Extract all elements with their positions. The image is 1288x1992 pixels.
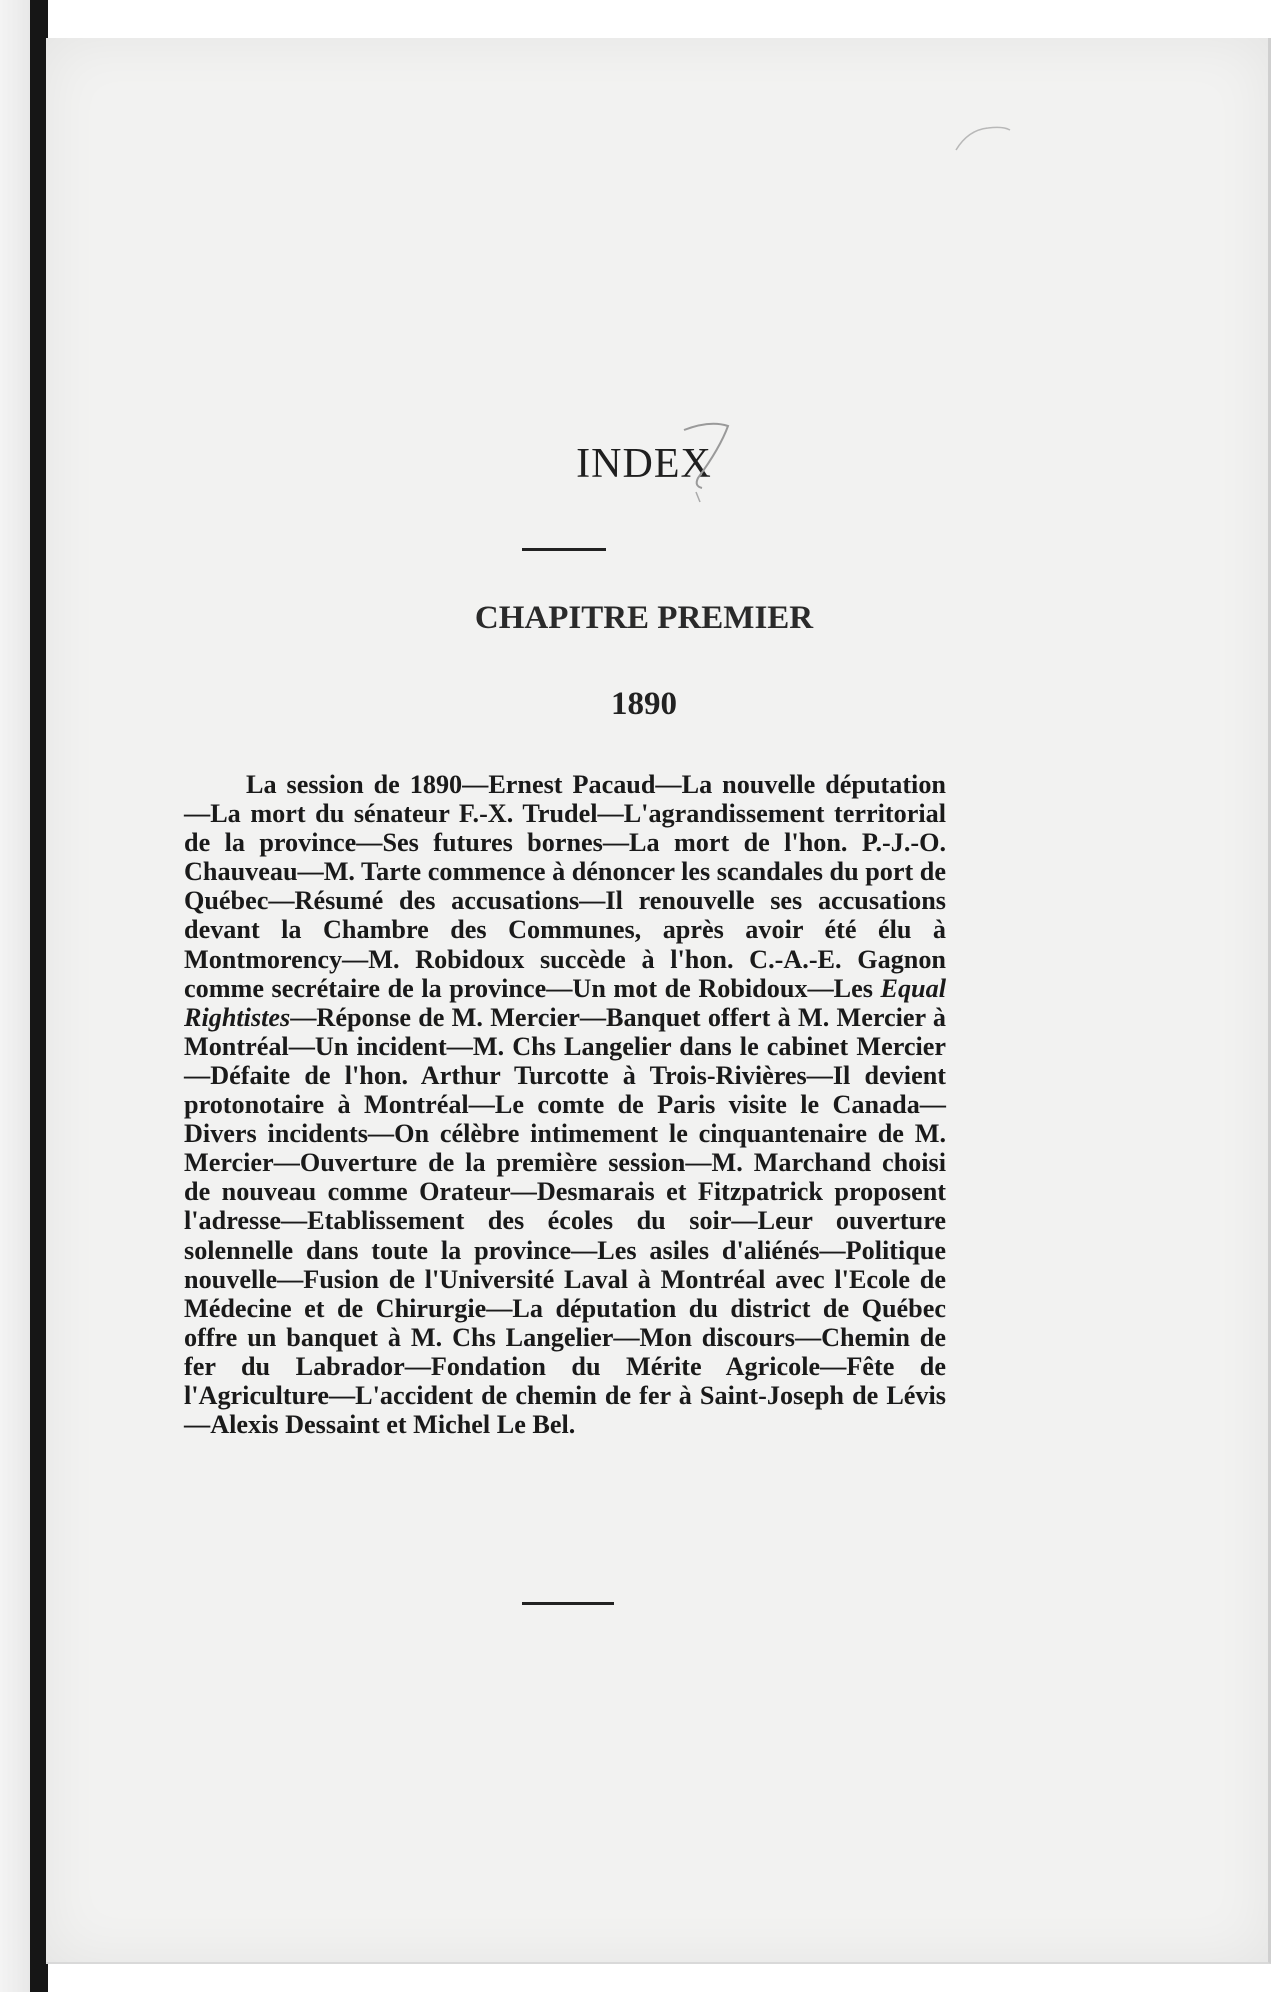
chapter-year: 1890 [611, 686, 677, 722]
summary-text: La session de 1890—Ernest Pacaud—La nouvelle députation—La mort du sénateur F.-X. Trudel—L'agrandissement territorial de la province—Ses futures bornes—La mort de l'hon. P.-J.-O. Chauveau—M. Tarte commence à dénoncer les scandales du port de Québec—Résumé des accusations—Il renouvelle ses accusations devant la Chambre des Communes, après avoir été élu à Montmorency—M. Robidoux succède à l'hon. C.-A.-E. Gagnon comme secrétaire de la province—Un mot de Robidoux—Les [184, 770, 946, 1003]
index-title: INDEX [576, 441, 712, 487]
chapter-summary [184, 770, 946, 1439]
divider-rule [522, 548, 606, 551]
summary-text-continued: —Réponse de M. Mercier—Banquet offert à M. Mercier à Montréal—Un incident—M. Chs Langelier dans le cabinet Mercier—Défaite de l'hon. Arthur Turcotte à Trois-Rivières—Il devient protonotaire à Montréal—Le comte de Paris visite le Canada—Divers incidents—On célèbre intimement le cinquantenaire de M. Mercier—Ouverture de la première session—M. Marchand choisi de nouveau comme Orateur—Desmarais et Fitzpatrick proposent l'adresse—Etablissement des écoles du soir—Leur ouverture solennelle dans toute la province—Les asiles d'aliénés—Politique nouvelle—Fusion de l'Université Laval à Montréal avec l'Ecole de Médecine et de Chirurgie—La députation du district de Québec offre un banquet à M. Chs Langelier—Mon discours—Chemin de fer du Labrador—Fondation du Mérite Agricole—Fête de l'Agriculture—L'accident de chemin de fer à Saint-Joseph de Lévis—Alexis Dessaint et Michel Le Bel. [184, 1002, 946, 1440]
summary-italic-term: Equal Rightistes [184, 973, 946, 1032]
chapter-title: CHAPITRE PREMIER [474, 600, 814, 636]
handwritten-pencil-mark-icon [680, 418, 740, 508]
divider-rule-bottom [522, 1602, 614, 1605]
pencil-scribble-icon [948, 120, 1018, 160]
scan-margin [0, 0, 30, 1992]
